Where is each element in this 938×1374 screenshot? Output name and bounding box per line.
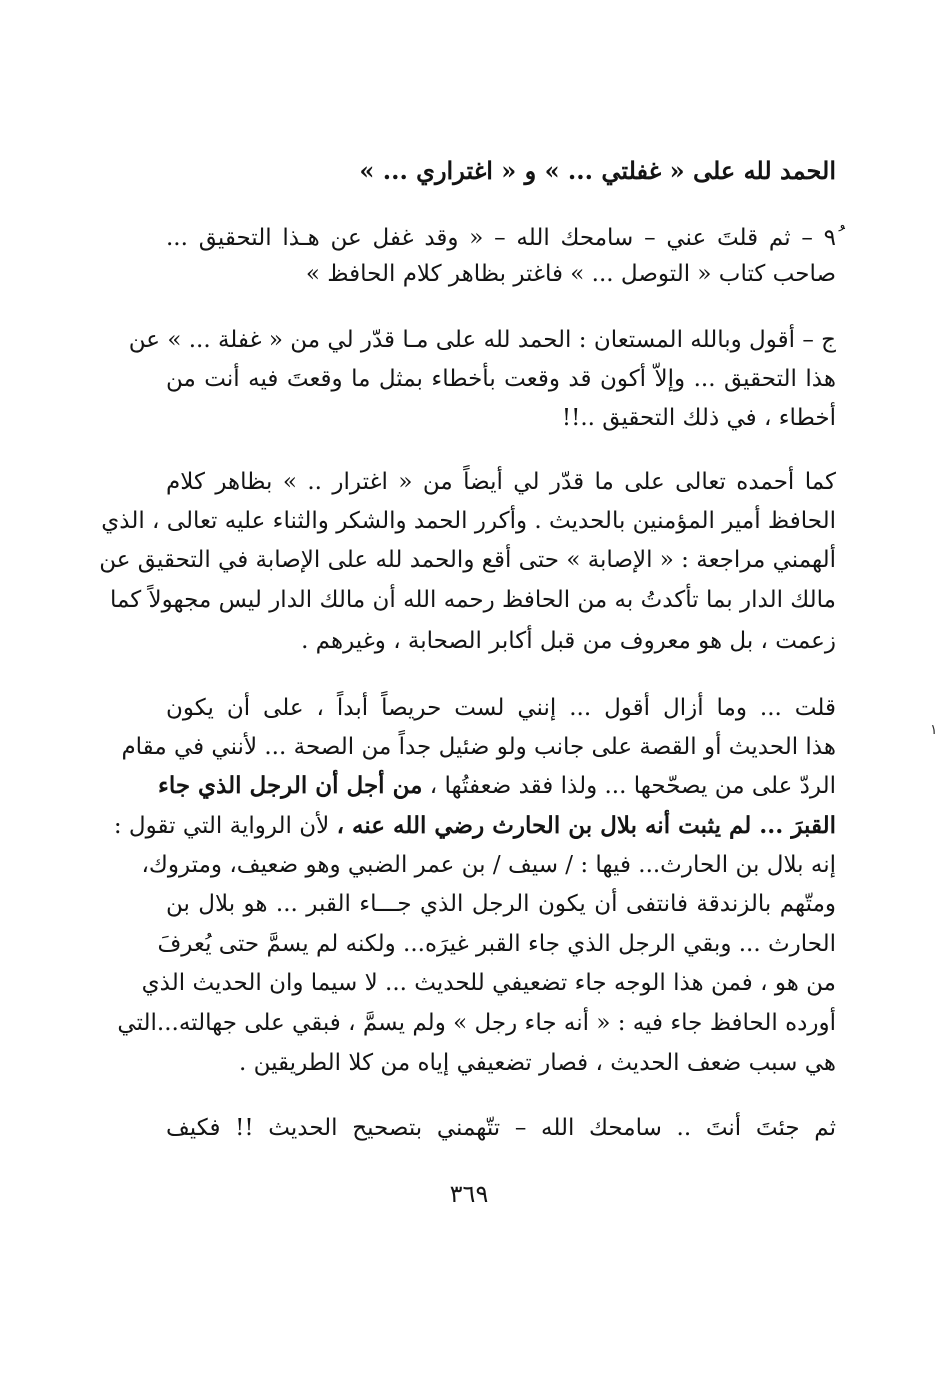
para-qult-line-8: من هو ، فمن هذا الوجه جاء تضعيفي للحديث ... لا سيما وان الحديث الذي	[141, 970, 836, 996]
section-j-line-2: هذا التحقيق ... وإلاّ أكون قد وقعت بأخطاء بمثل ما وقعتَ فيه أنت من	[166, 366, 836, 392]
para-thumma-line-1: ثم جئتَ أنتَ .. سامحك الله – تتّهمني بتصحيح الحديث !! فكيف	[166, 1115, 836, 1141]
page-number: ٣٦٩	[449, 1180, 489, 1208]
para-qult-line-3-plain: الردّ على من يصحّحها ... ولذا فقد ضعفتُها ،	[429, 773, 836, 799]
para-qult-line-5: إنه بلال بن الحارث... فيها : / سيف / بن عمر الضبي وهو ضعيف، ومتروك،	[141, 852, 836, 878]
para-kama-line-1: كما أحمده تعالى على ما قدّر لي أيضاً من « اغترار .. » بظاهر كلام	[166, 469, 836, 495]
section-9-line-2: صاحب كتاب « التوصل ... » فاغتر بظاهر كلام الحافظ »	[305, 261, 836, 287]
para-qult-line-4	[113, 808, 836, 844]
para-kama-line-5: زعمت ، بل هو معروف من قبل أكابر الصحابة ، وغيرهم .	[301, 628, 836, 654]
para-qult-line-7: الحارث ... وبقي الرجل الذي جاء القبر غيرَه... ولكنه لم يسمَّ حتى يُعرفَ	[157, 931, 836, 957]
para-qult-line-3	[158, 768, 836, 804]
para-qult-line-4-plain: لأن الرواية التي تقول :	[113, 813, 330, 839]
section-j-line-3: أخطاء ، في ذلك التحقيق ..!!	[561, 405, 836, 431]
para-qult-line-6: ومتّهم بالزندقة فانتفى أن يكون الرجل الذي جـــاء القبر ... هو بلال بن	[166, 891, 836, 917]
para-qult-line-10: هي سبب ضعف الحديث ، فصار تضعيفي إياه من كلا الطريقين .	[238, 1050, 836, 1076]
page-heading: الحمد لله على « غفلتي ... » و « اغتراري ... »	[359, 156, 836, 185]
para-qult-line-1: قلت ... وما أزال أقول ... إنني لست حريصاً أبداً ، على أن يكون	[166, 695, 836, 721]
para-qult-line-9: أورده الحافظ جاء فيه : « أنه جاء رجل » ولم يسمَّ ، فبقي على جهالته...التي	[117, 1010, 836, 1036]
section-9-line-1: ٩ُ – ثم قلتَ عني – سامحك الله – « وقد غفل عن هـذا التحقيق ...	[166, 225, 836, 251]
para-kama-line-4: مالك الدار بما تأكدتُ به من الحافظ رحمه الله أن مالك الدار ليس مجهولاً كما	[109, 587, 836, 613]
para-qult-line-2: هذا الحديث أو القصة على جانب ولو ضئيل جداً من الصحة ... لأنني في مقام	[121, 734, 836, 760]
para-kama-line-2: الحافظ أمير المؤمنين بالحديث . وأكرر الحمد والشكر والثناء عليه تعالى ، الذي	[101, 508, 836, 534]
para-kama-line-3: ألهمني مراجعة : « الإصابة » حتى أقع والحمد لله على الإصابة في التحقيق عن	[99, 547, 836, 573]
para-qult-line-3-bold: من أجل أن الرجل الذي جاء	[158, 772, 423, 799]
margin-mark: ١	[930, 722, 938, 738]
section-j-line-1: ج – أقول وبالله المستعان : الحمد لله على مـا قدّر لي من « غفلة ... » عن	[128, 327, 836, 353]
para-qult-line-4-bold: القبرَ ... لم يثبت أنه بلال بن الحارث رضي الله عنه ،	[336, 812, 836, 839]
